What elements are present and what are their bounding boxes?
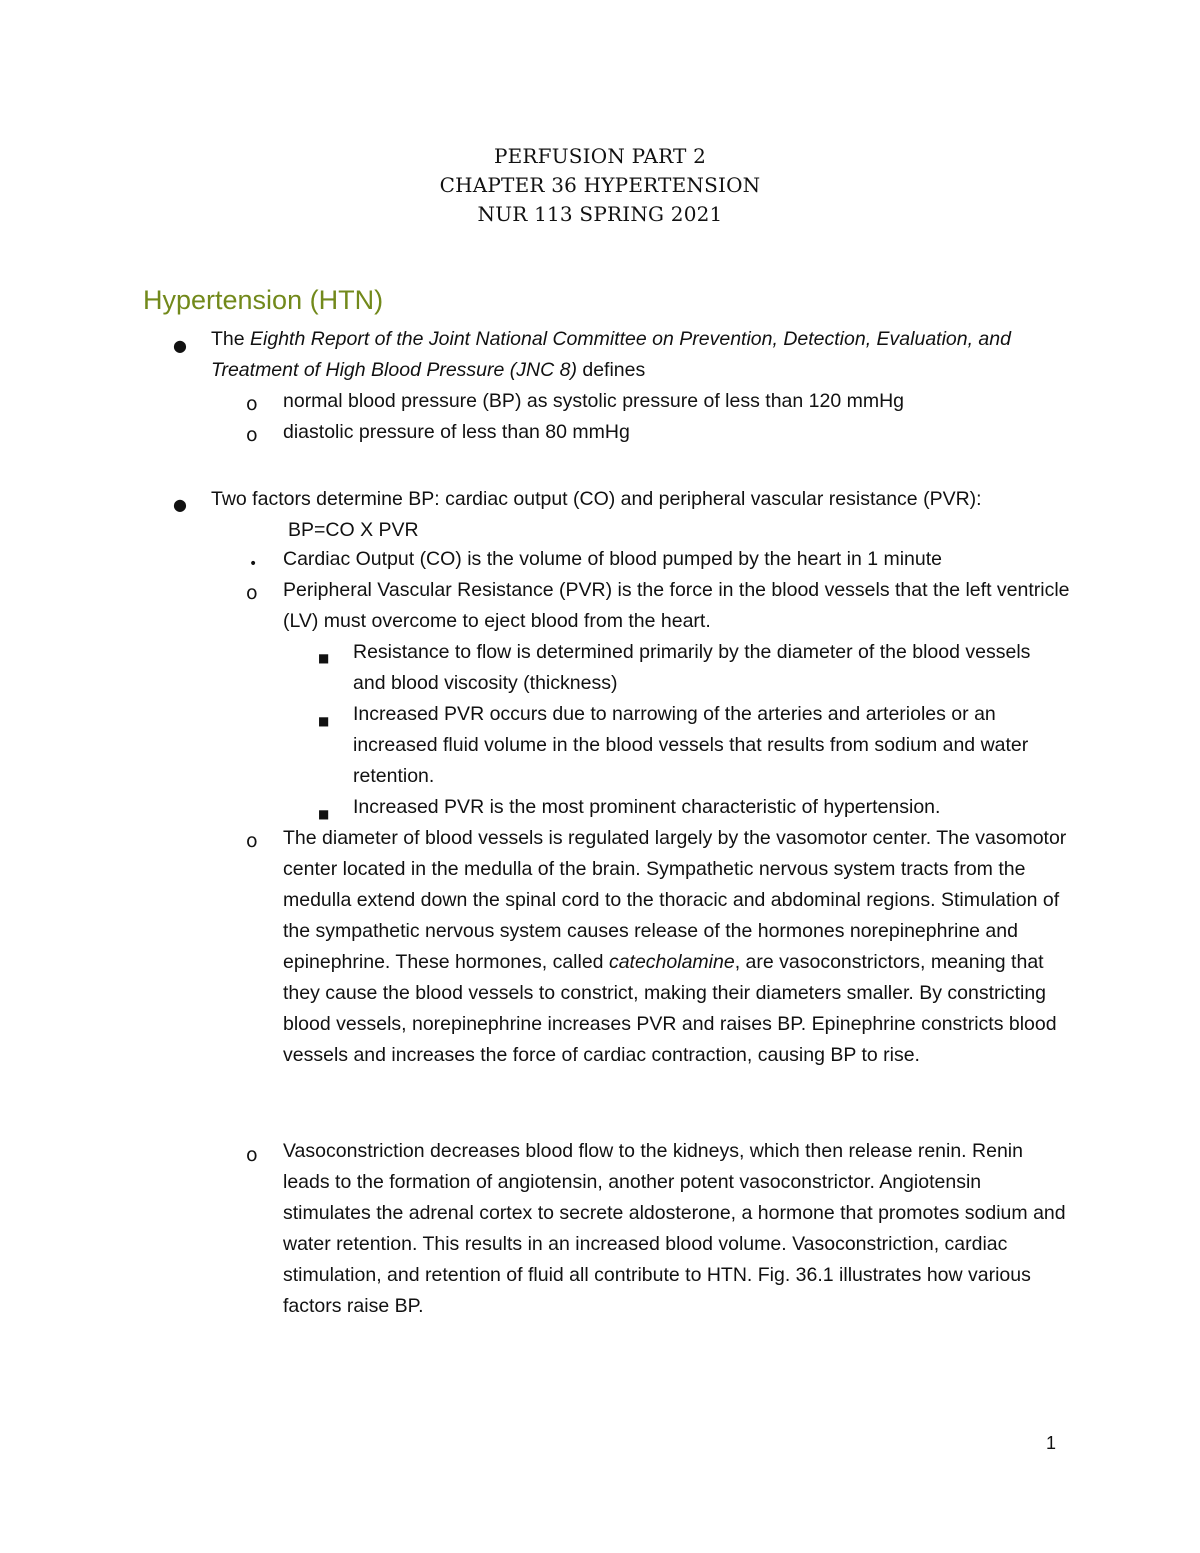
vasomotor-text-pre: The diameter of blood vessels is regulated largely by the vasomotor center. The vasomotor center located in the medulla of the brain. Sympathetic nervous system tracts from the medulla extend down the spinal cord to the thoracic and abdominal regions. Stimulation of the sympathetic nervous system causes release of the hormones norepinephrine and epinephrine. These hormones, called xyxy=(283,827,1067,973)
vasomotor-text-post: , are vasoconstrictors, meaning that they cause the blood vessels to constrict, making their diameters smaller. By constricting blood vessels, norepinephrine increases PVR and raises BP. Epinephrine constricts blood vessels and increases the force of cardiac contraction, causing BP to rise. xyxy=(283,951,1057,1066)
jnc8-text-pre: The xyxy=(211,328,251,350)
section-heading: Hypertension (HTN) xyxy=(143,285,384,315)
hollow-o-bullet-icon: o xyxy=(246,1144,258,1166)
prominent-text: Increased PVR is the most prominent characteristic of hypertension. xyxy=(353,796,941,818)
vasomotor-paragraph xyxy=(283,823,1073,1071)
normal-bp-text: normal blood pressure (BP) as systolic pressure of less than 120 mmHg xyxy=(283,390,905,412)
hollow-o-bullet-icon: o xyxy=(246,582,258,604)
renin-text: Vasoconstriction decreases blood flow to the kidneys, which then release renin. Renin leads to the formation of angiotensin, another potent vasoconstrictor. Angiotensin stimulates the adrenal cortex to secrete aldosterone, a hormone that promotes sodium and water retention. This results in an increased blood volume. Vasoconstriction, cardiac stimulation, and retention of fluid all contribute to HTN. Fig. 36.1 illustrates how various factors raise BP. xyxy=(283,1140,1066,1317)
increased-pvr-text: Increased PVR occurs due to narrowing of the arteries and arterioles or an increased fluid volume in the blood vessels that results from sodium and water retention. xyxy=(353,703,1029,787)
cardiac-output-text: Cardiac Output (CO) is the volume of blood pumped by the heart in 1 minute xyxy=(283,548,943,570)
diastolic-text: diastolic pressure of less than 80 mmHg xyxy=(283,421,630,443)
jnc8-text-post: defines xyxy=(576,359,646,381)
hollow-o-bullet-icon: o xyxy=(246,424,258,446)
two-factors-text: Two factors determine BP: cardiac output (CO) and peripheral vascular resistance (PVR): xyxy=(211,488,982,510)
filled-circle-bullet-icon: ● xyxy=(173,336,187,355)
jnc8-paragraph xyxy=(211,324,1071,386)
document-title-block xyxy=(0,142,1200,229)
jnc8-report-title: Eighth Report of the Joint National Committee on Prevention, Detection, Evaluation, and Treatment of High Blood Pressure (JNC 8) xyxy=(211,328,1011,381)
title-line-perfusion: PERFUSION PART 2 xyxy=(493,144,707,168)
filled-circle-bullet-icon: ● xyxy=(173,495,187,514)
hollow-o-bullet-icon: o xyxy=(246,393,258,415)
bp-formula: BP=CO X PVR xyxy=(288,519,419,541)
resistance-text: Resistance to flow is determined primarily by the diameter of the blood vessels and blood viscosity (thickness) xyxy=(353,641,1031,694)
square-bullet-icon: ■ xyxy=(318,714,330,728)
title-line-course: NUR 113 SPRING 2021 xyxy=(477,202,723,226)
small-dot-bullet-icon: • xyxy=(249,556,258,572)
page-number: 1 xyxy=(1046,1433,1057,1453)
catecholamine-term: catecholamine xyxy=(608,951,735,973)
pvr-text: Peripheral Vascular Resistance (PVR) is the force in the blood vessels that the left ventricle (LV) must overcome to eject blood from the heart. xyxy=(283,579,1070,632)
square-bullet-icon: ■ xyxy=(318,651,330,665)
square-bullet-icon: ■ xyxy=(318,807,330,821)
hollow-o-bullet-icon: o xyxy=(246,830,258,852)
title-line-chapter: CHAPTER 36 HYPERTENSION xyxy=(439,173,761,197)
